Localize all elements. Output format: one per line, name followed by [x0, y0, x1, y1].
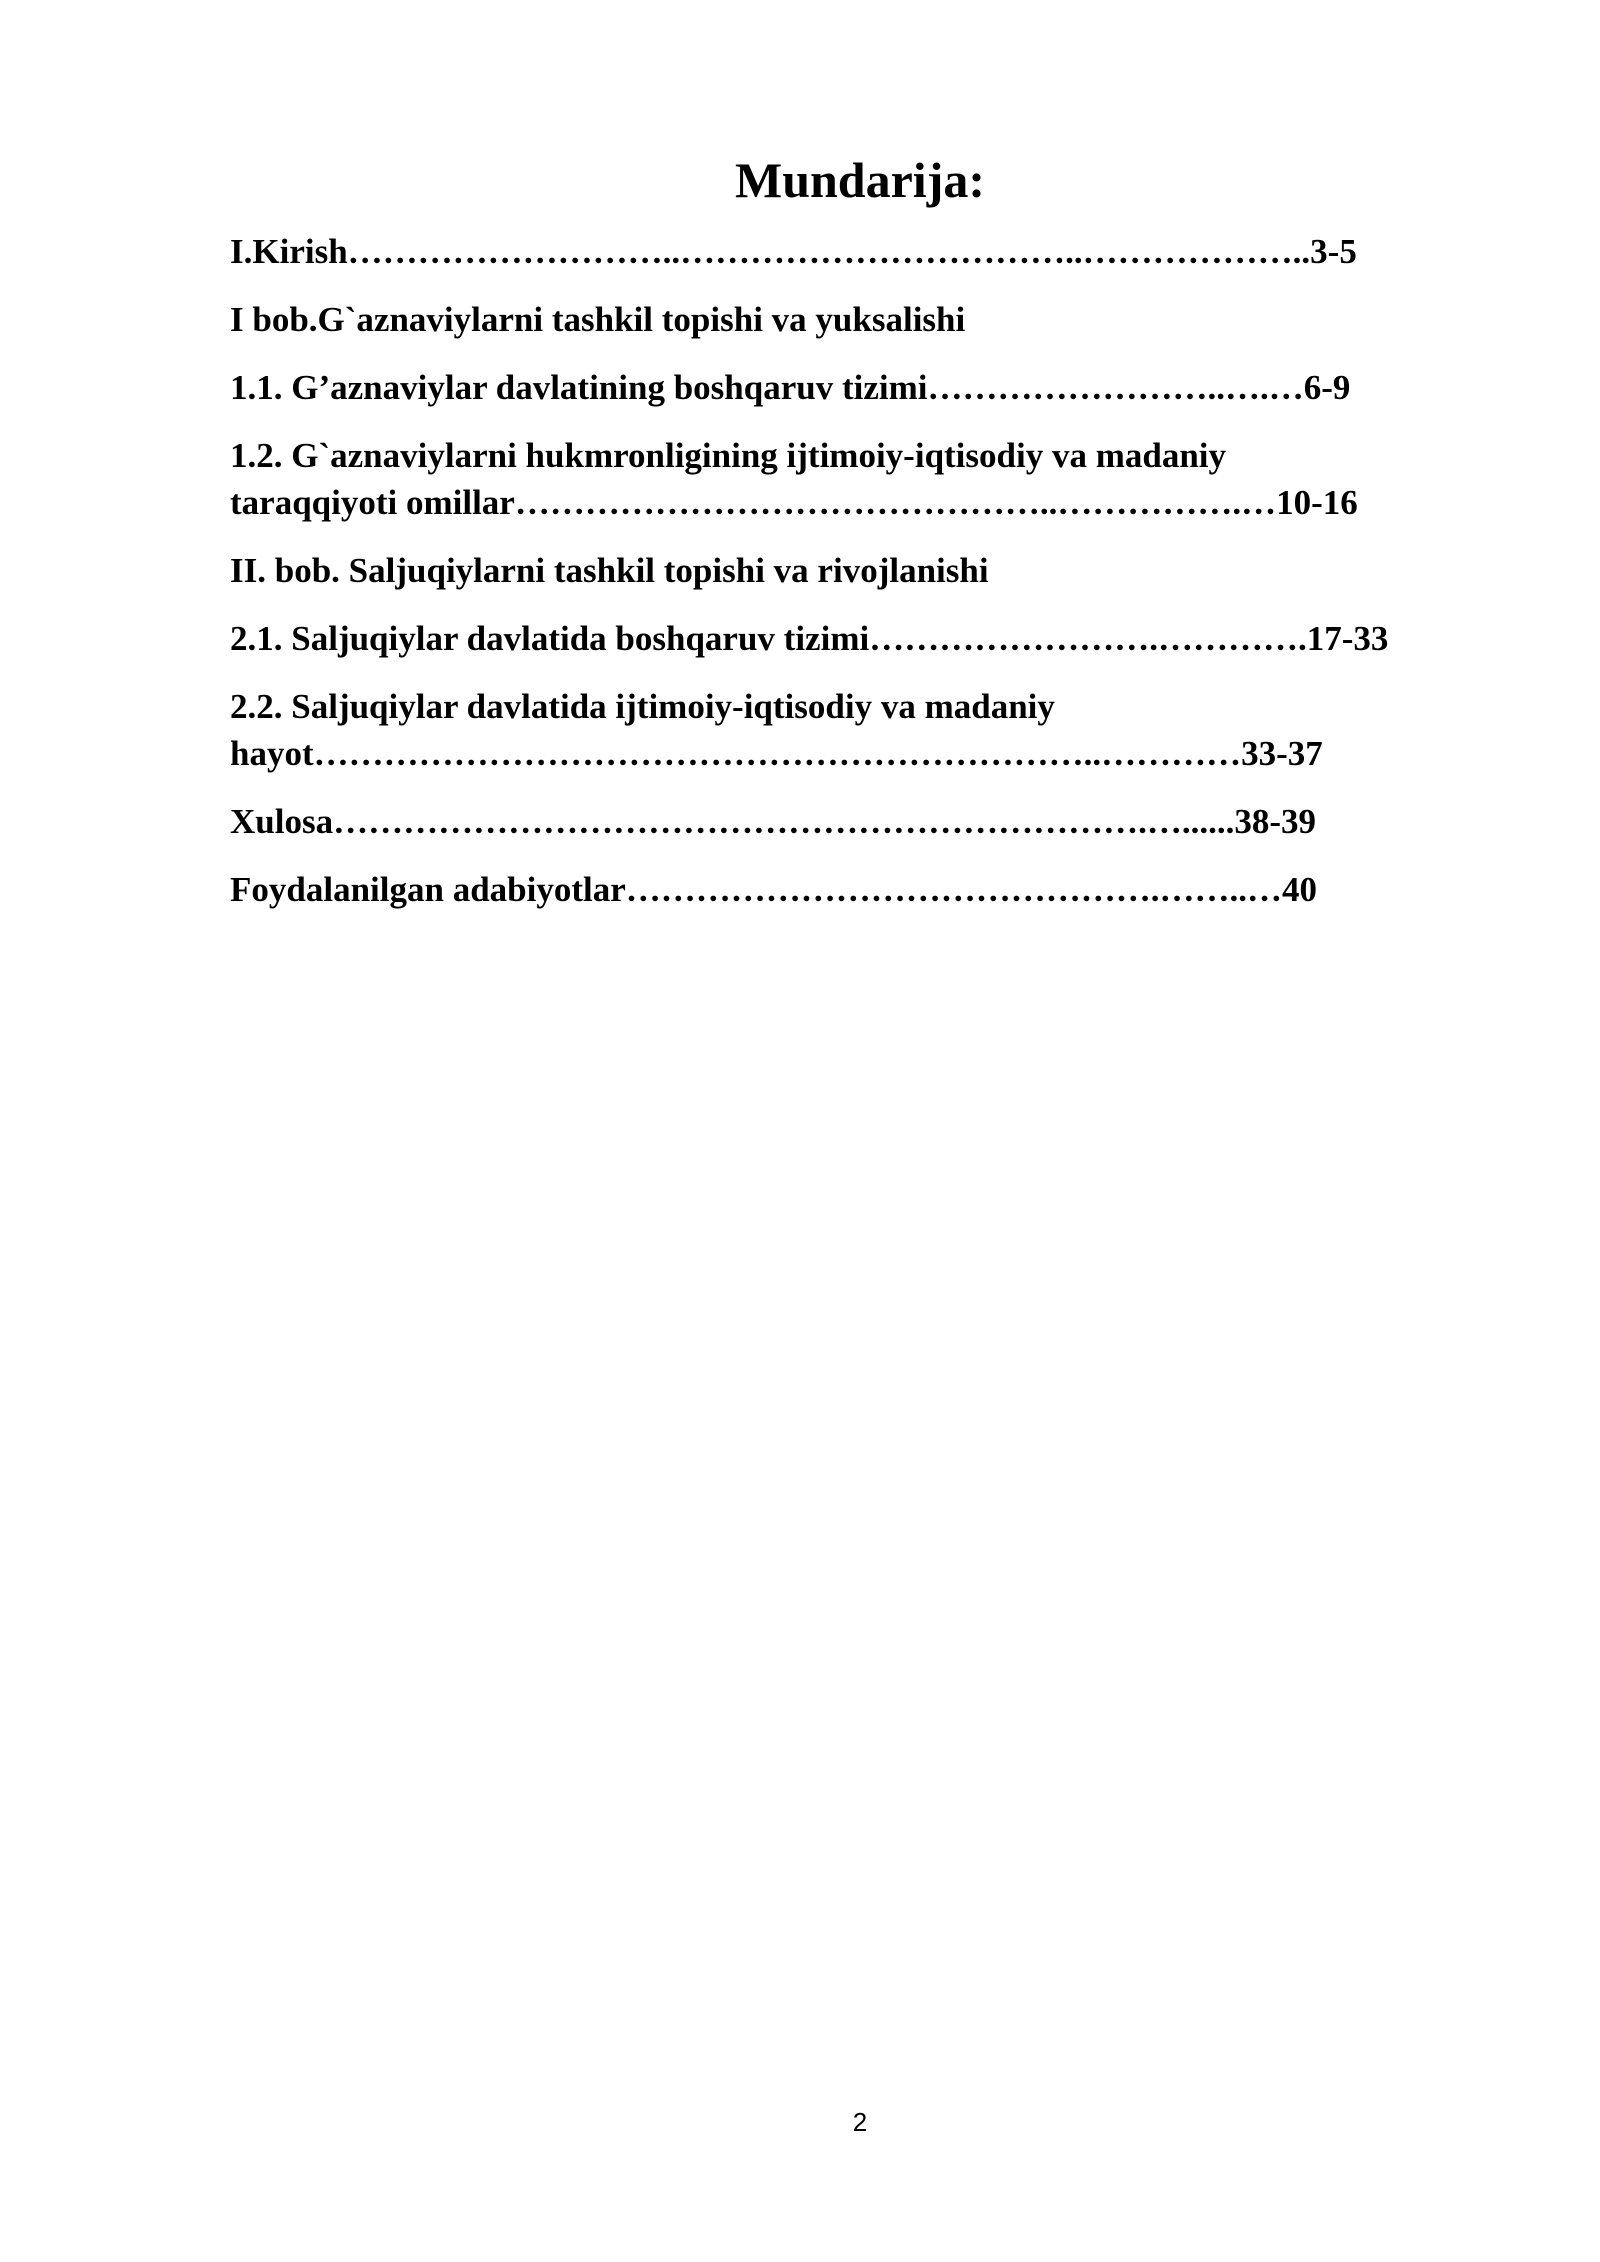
toc-line: taraqqiyoti omillar………………………………………..…………….…10-16: [230, 483, 1358, 522]
toc-entry-1-2: [230, 432, 1492, 526]
toc-entry-2-2: [230, 683, 1492, 777]
toc-entry-2-1: [230, 615, 1492, 662]
toc-line: I bob.G`aznaviylarni tashkil topishi va yuksalishi: [230, 300, 966, 339]
toc-entry-1-1: [230, 364, 1492, 411]
toc-line: 2.2. Saljuqiylar davlatida ijtimoiy-iqtisodiy va madaniy: [230, 687, 1055, 726]
toc-line: Xulosa…………………………………………………………….…......38-39: [230, 802, 1316, 841]
toc-chapter-1-heading: [230, 296, 1492, 343]
toc-line: 1.2. G`aznaviylarni hukmronligining ijtimoiy-iqtisodiy va madaniy: [230, 436, 1227, 475]
toc-entry-adabiyotlar: [230, 866, 1492, 913]
toc-entry-kirish: [230, 228, 1492, 275]
toc-line: II. bob. Saljuqiylarni tashkil topishi va rivojlanishi: [230, 551, 989, 590]
page-title: Mundarija:: [735, 152, 985, 208]
toc-line: Foydalanilgan adabiyotlar……………………………………….……..…40: [230, 870, 1318, 909]
toc-line: 2.1. Saljuqiylar davlatida boshqaruv tizimi…………………….………….17-33: [230, 619, 1389, 658]
page-number: 2: [852, 2107, 868, 2137]
table-of-contents: [230, 228, 1492, 934]
toc-entry-xulosa: [230, 798, 1492, 845]
toc-line: hayot…………………………………………………………..…………33-37: [230, 734, 1323, 773]
toc-line: 1.1. G’aznaviylar davlatining boshqaruv tizimi……………………..….…6-9: [230, 368, 1351, 407]
toc-line: I.Kirish………………………..……………………………..………………..3-5: [230, 232, 1357, 271]
toc-chapter-2-heading: [230, 547, 1492, 594]
